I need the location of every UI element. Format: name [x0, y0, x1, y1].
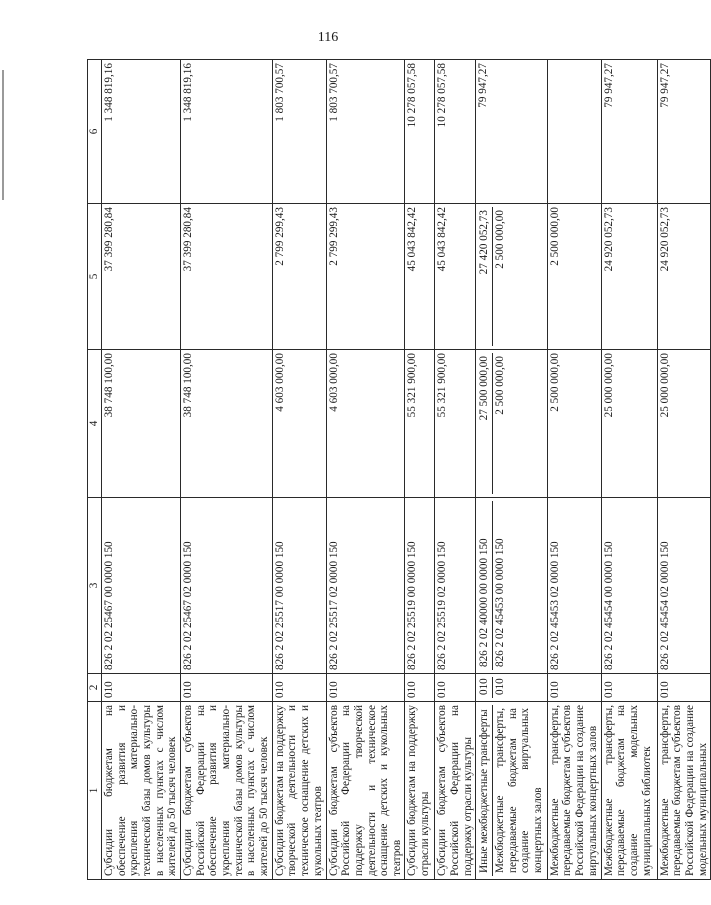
row-name: Межбюджетные трансферты, передаваемые бюджетам на создание модельных муниципальных библиотек: [601, 702, 657, 880]
row-kbk: 826 2 02 45454 02 0000 150: [657, 498, 711, 674]
row-code: 010: [601, 674, 657, 702]
row-executed: 24 920 052,73: [601, 204, 657, 350]
row-executed: 27 420 052,73: [478, 210, 491, 275]
scan-margin-mark: [2, 70, 4, 200]
table-header-row: [88, 60, 102, 880]
row-unexecuted: 79 947,27: [601, 60, 657, 204]
row-executed: 2 500 000,00: [547, 204, 601, 350]
row-name: Субсидии бюджетам субъектов Российской Федерации на поддержку отрасли культуры: [435, 702, 476, 880]
page-number: 116: [317, 30, 339, 45]
row-unexecuted: 79 947,27: [476, 60, 547, 204]
row-executed: 45 043 842,42: [435, 204, 476, 350]
row-code: 010: [326, 674, 405, 702]
row-name-pair: [476, 702, 547, 880]
row-unexecuted: 10 278 057,58: [405, 60, 435, 204]
row-executed: 2 799 299,43: [272, 204, 326, 350]
column-header-3: 3: [88, 498, 102, 674]
row-name: Межбюджетные трансферты, передаваемые бюджетам субъектов Российской Федерации на создание модельных муниципальных: [657, 702, 711, 880]
row-kbk: 826 2 02 40000 00 0000 150: [478, 538, 491, 667]
row-name: Субсидии бюджетам субъектов Российской Федерации на поддержку творческой деятельности и техническое оснащение детских и кукольных театров: [326, 702, 405, 880]
row-kbk: 826 2 02 25519 00 0000 150: [405, 498, 435, 674]
row-kbk: 826 2 02 25467 00 0000 150: [102, 498, 181, 674]
row-code: 010: [272, 674, 326, 702]
row-approved: 38 748 100,00: [180, 350, 272, 498]
table-row: [657, 60, 711, 880]
row-kbk: 826 2 02 25467 02 0000 150: [180, 498, 272, 674]
row-executed: 45 043 842,42: [405, 204, 435, 350]
row-unexecuted: 79 947,27: [657, 60, 711, 204]
budget-table: [87, 59, 711, 880]
row-kbk-pair: [476, 498, 547, 674]
row-code: 010: [657, 674, 711, 702]
column-header-6: 6: [88, 60, 102, 204]
row-unexecuted: 1 348 819,16: [102, 60, 181, 204]
table-row: [102, 60, 181, 880]
row-executed: 24 920 052,73: [657, 204, 711, 350]
row-code: 010: [492, 677, 508, 698]
row-unexecuted: 1 348 819,16: [180, 60, 272, 204]
row-code: 010: [547, 674, 601, 702]
row-approved: 4 603 000,00: [272, 350, 326, 498]
table-row: [405, 60, 435, 880]
table-row: [547, 60, 601, 880]
column-header-4: 4: [88, 350, 102, 498]
table-row: [601, 60, 657, 880]
row-name: Иные межбюджетные трансферты: [478, 709, 491, 873]
row-code: 010: [478, 678, 491, 695]
row-code: 010: [180, 674, 272, 702]
row-unexecuted: 1 803 700,57: [272, 60, 326, 204]
row-unexecuted: [547, 60, 601, 204]
row-code: 010: [405, 674, 435, 702]
row-executed: 2 500 000,00: [492, 207, 508, 346]
row-approved: 25 000 000,00: [601, 350, 657, 498]
row-kbk: 826 2 02 25517 02 0000 150: [326, 498, 405, 674]
row-approved: 4 603 000,00: [326, 350, 405, 498]
table-row: [180, 60, 272, 880]
row-executed: 2 799 299,43: [326, 204, 405, 350]
row-executed-pair: [476, 204, 547, 350]
row-name: Субсидии бюджетам субъектов Российской Федерации на обеспечение развития и укрепления материально-технической базы домов культуры в населенных пунктах с числом жителей до 50 тысяч человек: [180, 702, 272, 880]
table-row: [326, 60, 405, 880]
row-name: Субсидии бюджетам на поддержку отрасли культуры: [405, 702, 435, 880]
row-kbk: 826 2 02 25517 00 0000 150: [272, 498, 326, 674]
table-row: [435, 60, 476, 880]
table-row: [272, 60, 326, 880]
row-approved: 55 321 900,00: [405, 350, 435, 498]
row-unexecuted: 10 278 057,58: [435, 60, 476, 204]
row-approved: 2 500 000,00: [492, 353, 508, 494]
row-kbk: 826 2 02 25519 02 0000 150: [435, 498, 476, 674]
row-unexecuted: 1 803 700,57: [326, 60, 405, 204]
row-code: 010: [435, 674, 476, 702]
row-executed: 37 399 280,84: [102, 204, 181, 350]
row-approved: 38 748 100,00: [102, 350, 181, 498]
table-row-merged: [476, 60, 547, 880]
row-executed: 37 399 280,84: [180, 204, 272, 350]
row-approved: 55 321 900,00: [435, 350, 476, 498]
row-code-pair: [476, 674, 547, 702]
row-name: Межбюджетные трансферты, передаваемые бюджетам субъектов Российской Федерации на создание виртуальных концертных залов: [547, 702, 601, 880]
row-name: Межбюджетные трансферты, передаваемые бюджетам на создание виртуальных концертных залов: [492, 705, 546, 876]
row-kbk: 826 2 02 45453 02 0000 150: [547, 498, 601, 674]
row-approved: 27 500 000,00: [478, 356, 491, 421]
row-approved: 2 500 000,00: [547, 350, 601, 498]
row-code: 010: [102, 674, 181, 702]
column-header-5: 5: [88, 204, 102, 350]
row-approved-pair: [476, 350, 547, 498]
row-approved: 25 000 000,00: [657, 350, 711, 498]
row-name: Субсидии бюджетам на обеспечение развития и укрепления материально-технической базы домов культуры в населенных пунктах с числом жителей до 50 тысяч человек: [102, 702, 181, 880]
row-kbk: 826 2 02 45454 00 0000 150: [601, 498, 657, 674]
column-header-2: 2: [88, 674, 102, 702]
budget-table-rotated: [87, 60, 709, 880]
column-header-1: 1: [88, 702, 102, 880]
row-kbk: 826 2 02 45453 00 0000 150: [492, 501, 508, 670]
row-name: Субсидии бюджетам на поддержку творческой деятельности и техническое оснащение детских и кукольных театров: [272, 702, 326, 880]
